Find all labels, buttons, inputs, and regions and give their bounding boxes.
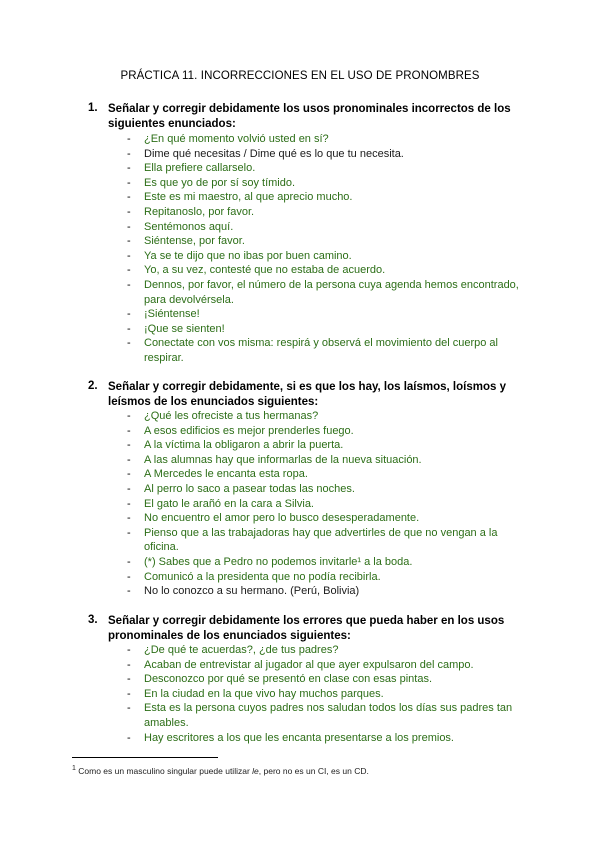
dash-bullet: - [127, 673, 131, 686]
section-number: 1. [88, 102, 98, 114]
dash-bullet: - [127, 235, 131, 248]
dash-bullet: - [127, 220, 131, 233]
dash-bullet: - [127, 570, 131, 583]
dash-bullet: - [127, 702, 131, 715]
dash-bullet: - [127, 162, 131, 175]
dash-bullet: - [127, 497, 131, 510]
section-number: 3. [88, 614, 98, 626]
list-item: - Conectate con vos misma: respirá y observá el movimiento del cuerpo al respirar. [127, 337, 498, 364]
list-item: - ¡Que se sienten! [127, 322, 225, 335]
dash-bullet: - [127, 526, 131, 539]
list-item: - Pienso que a las trabajadoras hay que advertirles de que no vengan a la oficina. [127, 526, 498, 554]
list-item: - Hay escritores a los que les encanta presentarse a los premios. [127, 731, 454, 744]
dash-bullet: - [127, 453, 131, 466]
list-item: - Este es mi maestro, al que aprecio mucho. [127, 191, 353, 204]
dash-bullet: - [127, 468, 131, 481]
footnote-marker: 1 [72, 765, 76, 773]
list-item: - ¿En qué momento volvió usted en sí? [127, 133, 329, 145]
dash-bullet: - [127, 322, 131, 335]
list-item: - A esos edificios es mejor prenderles fuego. [127, 424, 354, 437]
list-item: - Siéntense, por favor. [127, 235, 245, 248]
footnote [72, 766, 532, 776]
list-item: - No lo conozco a su hermano. (Perú, Bolivia) [127, 585, 360, 598]
dash-bullet: - [127, 585, 131, 598]
list-item: - Acaban de entrevistar al jugador al que ayer expulsaron del campo. [127, 658, 474, 671]
list-item: - Sentémonos aquí. [127, 220, 234, 233]
list-item: - Desconozco por qué se presentó en clase con esas pintas. [127, 673, 433, 686]
list-item: - Esta es la persona cuyos padres nos saludan todos los días sus padres tan amables. [127, 702, 513, 729]
section-heading: Señalar y corregir debidamente, si es que los hay, los laísmos, loísmos y leísmos de los enunciados siguientes: [108, 381, 506, 408]
list-item: - Dennos, por favor, el número de la persona cuya agenda hemos encontrado, para devolvérsela. [127, 278, 519, 306]
dash-bullet: - [127, 308, 131, 321]
dash-bullet: - [127, 133, 131, 145]
list-item: - ¿De qué te acuerdas?, ¿de tus padres? [127, 644, 339, 656]
dash-bullet: - [127, 278, 131, 291]
footnote-text-after: , pero no es un CI, es un CD. [258, 766, 369, 776]
list-item: - ¡Siéntense! [127, 308, 200, 321]
list-item: - (*) Sabes que a Pedro no podemos invitarle¹ a la boda. [127, 555, 413, 568]
dash-bullet: - [127, 644, 131, 656]
dash-bullet: - [127, 410, 131, 422]
list-item: - Ya se te dijo que no ibas por buen camino. [127, 249, 352, 262]
list-item: - Es que yo de por sí soy tímido. [127, 176, 296, 189]
footnote-italic-term: le [252, 766, 259, 776]
list-item: - Yo, a su vez, contesté que no estaba de acuerdo. [127, 264, 386, 277]
dash-bullet: - [127, 191, 131, 204]
list-item: - A Mercedes le encanta esta ropa. [127, 468, 308, 481]
list-item: - Ella prefiere callarselo. [127, 162, 256, 175]
dash-bullet: - [127, 264, 131, 277]
dash-bullet: - [127, 147, 131, 160]
section-heading: Señalar y corregir debidamente los errores que pueda haber en los usos pronominales de los enunciados siguientes: [108, 615, 505, 642]
list-item: - El gato le arañó en la cara a Silvia. [127, 497, 314, 510]
dash-bullet: - [127, 249, 131, 262]
list-item: - Al perro lo saco a pasear todas las noches. [127, 482, 355, 495]
section-heading: Señalar y corregir debidamente los usos pronominales incorrectos de los siguientes enunciados: [108, 103, 511, 130]
list-item: - Repitanoslo, por favor. [127, 205, 255, 218]
dash-bullet: - [127, 658, 131, 671]
list-item: - A la víctima la obligaron a abrir la puerta. [127, 439, 344, 452]
dash-bullet: - [127, 439, 131, 452]
dash-bullet: - [127, 687, 131, 700]
dash-bullet: - [127, 731, 131, 744]
list-item: - A las alumnas hay que informarlas de la nueva situación. [127, 453, 422, 466]
dash-bullet: - [127, 176, 131, 189]
footnote-divider [72, 757, 218, 758]
item-list [0, 409, 600, 599]
item-list [0, 132, 600, 366]
dash-bullet: - [127, 337, 131, 350]
item-list [0, 643, 600, 745]
dash-bullet: - [127, 482, 131, 495]
list-item: - No encuentro el amor pero lo busco desesperadamente. [127, 512, 420, 525]
dash-bullet: - [127, 555, 131, 568]
list-item: - Dime qué necesitas / Dime qué es lo que tu necesita. [127, 147, 404, 160]
dash-bullet: - [127, 512, 131, 525]
dash-bullet: - [127, 424, 131, 437]
section-number: 2. [88, 380, 98, 392]
list-item: - ¿Qué les ofreciste a tus hermanas? [127, 410, 319, 422]
dash-bullet: - [127, 205, 131, 218]
list-item: - Comunicó a la presidenta que no podía recibirla. [127, 570, 381, 583]
page-title: PRÁCTICA 11. INCORRECCIONES EN EL USO DE PRONOMBRES [120, 70, 480, 82]
list-item: - En la ciudad en la que vivo hay muchos parques. [127, 687, 384, 700]
footnote-text-before: Como es un masculino singular puede utilizar [75, 766, 253, 776]
